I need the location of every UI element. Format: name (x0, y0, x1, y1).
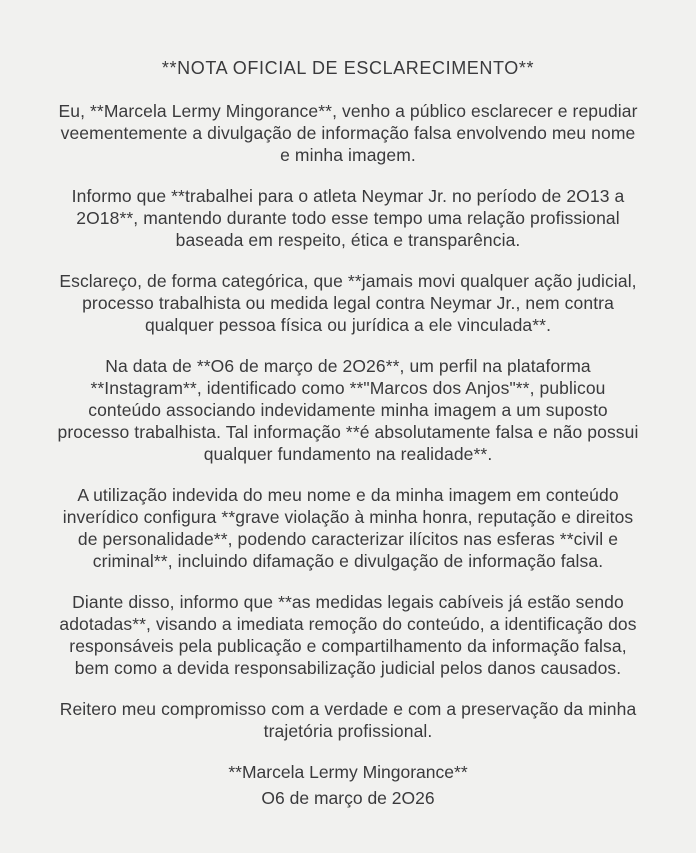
note-paragraph-commitment: Reitero meu compromisso com a verdade e com a preservação da minha trajetória profissional. (59, 699, 637, 741)
signature-date: O6 de março de 2O26 (261, 788, 435, 808)
signature-block (228, 761, 467, 809)
note-paragraph-intro: Eu, **Marcela Lermy Mingorance**, venho a público esclarecer e repudiar veementemente a divulgação de informação falsa envolvendo meu nome e minha imagem. (58, 101, 638, 165)
note-paragraph-rights-violation: A utilização indevida do meu nome e da minha imagem em conteúdo inverídico configura **grave violação à minha honra, reputação e direitos de personalidade**, podendo caracterizar ilícitos nas esferas **civil e criminal**, incluindo difamação e divulgação de informação falsa. (62, 485, 634, 571)
note-paragraph-work-period: Informo que **trabalhei para o atleta Neymar Jr. no período de 2O13 a 2O18**, mantendo durante todo esse tempo uma relação profissional baseada em respeito, ética e transparência. (71, 186, 625, 250)
signature-name: **Marcela Lermy Mingorance** (228, 762, 468, 782)
official-note (0, 58, 696, 809)
note-paragraph-legal-measures: Diante disso, informo que **as medidas legais cabíveis já estão sendo adotadas**, visando a imediata remoção do conteúdo, a identificação dos responsáveis pela publicação e compartilhamento da informação falsa, bem como a devida responsabilização judicial pelos danos causados. (59, 592, 637, 678)
note-paragraph-false-post: Na data de **O6 de março de 2O26**, um perfil na plataforma **Instagram**, identificado como **"Marcos dos Anjos"**, publicou conteúdo associando indevidamente minha imagem a um suposto processo trabalhista. Tal informação **é absolutamente falsa e não possui qualquer fundamento na realidade**. (57, 356, 639, 464)
note-paragraph-no-lawsuit: Esclareço, de forma categórica, que **jamais movi qualquer ação judicial, processo trabalhista ou medida legal contra Neymar Jr., nem contra qualquer pessoa física ou jurídica a ele vinculada**. (59, 271, 637, 335)
note-title: **NOTA OFICIAL DE ESCLARECIMENTO** (161, 58, 535, 78)
